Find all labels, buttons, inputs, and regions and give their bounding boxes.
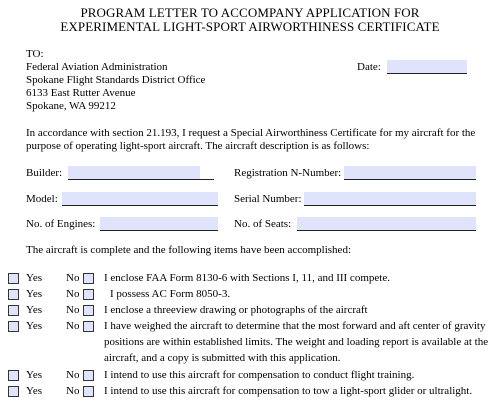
item-2-yes-checkbox[interactable] [8,289,19,300]
address-line-2: Spokane Flight Standards District Office [26,74,206,86]
item-4-yes-label: Yes [26,320,43,332]
item-4-text-line-2: positions are within established limits. The weight and loading report is available at the [104,336,489,348]
item-5-text: I intend to use this aircraft for compensation to conduct flight training. [104,369,415,381]
item-1-text: I enclose FAA Form 8130-6 with Sections I, 11, and III compete. [104,272,390,284]
complete-statement: The aircraft is complete and the following items have been accomplished: [26,244,351,256]
item-3-no-label: No [66,304,80,316]
item-6-no-checkbox[interactable] [83,386,94,397]
document-title-line-1: PROGRAM LETTER TO ACCOMPANY APPLICATION FOR [80,5,420,20]
item-2-yes-label: Yes [26,288,43,300]
to-label: TO: [26,48,44,60]
model-input[interactable] [62,192,218,206]
item-3-yes-checkbox[interactable] [8,305,19,316]
builder-label: Builder: [26,167,63,179]
engines-input[interactable] [100,217,218,231]
date-label: Date: [357,61,381,73]
document-title-line-2: EXPERIMENTAL LIGHT-SPORT AIRWORTHINESS CERTIFICATE [60,19,440,34]
item-3-text: I enclose a threeview drawing or photographs of the aircraft [104,304,368,316]
item-5-no-checkbox[interactable] [83,370,94,381]
item-6-no-label: No [66,385,80,397]
date-input[interactable] [387,60,467,74]
intro-line-2: purpose of operating light-sport aircraft. The aircraft description is as follows: [26,140,370,152]
item-4-text-line-3: aircraft, and a copy is submitted with this application. [104,352,341,364]
builder-input[interactable] [68,166,200,180]
registration-input[interactable] [344,166,476,180]
intro-line-1: In accordance with section 21.193, I request a Special Airworthiness Certificate for my aircraft for the [26,127,476,139]
item-5-yes-checkbox[interactable] [8,370,19,381]
item-2-text: I possess AC Form 8050-3. [110,288,231,300]
item-3-yes-label: Yes [26,304,43,316]
seats-input[interactable] [297,217,476,231]
item-1-yes-label: Yes [26,272,43,284]
builder-underline-extension [200,166,214,180]
address-line-4: Spokane, WA 99212 [26,100,116,112]
engines-label: No. of Engines: [26,218,96,230]
item-1-no-checkbox[interactable] [83,273,94,284]
item-2-no-checkbox[interactable] [83,289,94,300]
serial-label: Serial Number: [234,193,302,205]
item-4-no-label: No [66,320,80,332]
registration-label: Registration N-Number: [234,167,342,179]
seats-label: No. of Seats: [234,218,292,230]
serial-input[interactable] [304,192,476,206]
item-4-text-line-1: I have weighed the aircraft to determine that the most forward and aft center of gravity [104,320,486,332]
address-line-1: Federal Aviation Administration [26,61,168,73]
item-6-yes-checkbox[interactable] [8,386,19,397]
item-4-yes-checkbox[interactable] [8,321,19,332]
item-4-no-checkbox[interactable] [83,321,94,332]
item-6-yes-label: Yes [26,385,43,397]
item-3-no-checkbox[interactable] [83,305,94,316]
item-6-text: I intend to use this aircraft for compensation to tow a light-sport glider or ultralight. [104,385,473,397]
item-1-no-label: No [66,272,80,284]
model-label: Model: [26,193,58,205]
item-2-no-label: No [66,288,80,300]
item-1-yes-checkbox[interactable] [8,273,19,284]
address-line-3: 6133 East Rutter Avenue [26,87,136,99]
item-5-no-label: No [66,369,80,381]
item-5-yes-label: Yes [26,369,43,381]
